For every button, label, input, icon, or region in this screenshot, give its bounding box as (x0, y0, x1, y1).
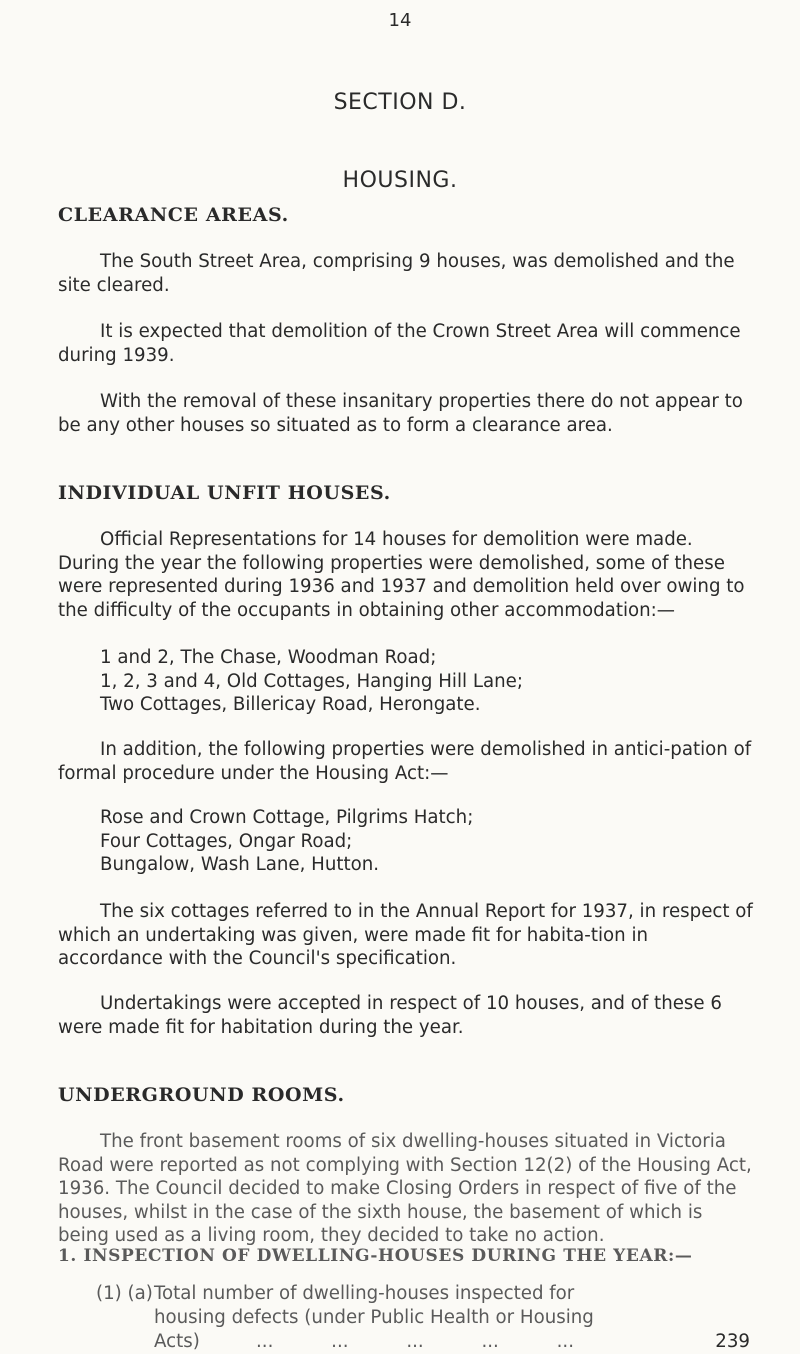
unfit-paragraph-3: The six cottages referred to in the Annual Report for 1937, in respect of which an undertaking was given, were made fit for habita-tion in accordance with the Council's specification. (58, 901, 753, 969)
unfit-paragraph-1: Official Representations for 14 houses for demolition were made. During the year the following properties were demolished, some of these were represented during 1936 and 1937 and demolition held over owing to the difficulty of the occupants in obtaining other accommodation:— (58, 529, 745, 621)
inspection-item-a (96, 1282, 756, 1306)
subject-title: HOUSING. (342, 168, 458, 193)
item-a-leader-dots: ... ... ... ... ... (256, 1331, 574, 1352)
clearance-paragraph-3: With the removal of these insanitary properties there do not appear to be any other houses so situated as to form a clearance area. (58, 391, 743, 436)
inspection-item-a-last (96, 1330, 756, 1354)
demolished-list-1 (100, 646, 523, 717)
section-title: SECTION D. (333, 90, 467, 115)
list-item: Two Cottages, Billericay Road, Herongate. (100, 694, 481, 715)
unfit-paragraph-4: Undertakings were accepted in respect of 10 houses, and of these 6 were made fit for habitation during the year. (58, 993, 722, 1038)
item-a-line-1: Total number of dwelling-houses inspected for (154, 1283, 575, 1304)
list-item: 1 and 2, The Chase, Woodman Road; (100, 647, 437, 668)
clearance-paragraph-2: It is expected that demolition of the Crown Street Area will commence during 1939. (58, 321, 741, 366)
underground-paragraph: The front basement rooms of six dwelling-houses situated in Victoria Road were reported as not complying with Section 12(2) of the Housing Act, 1936. The Council decided to make Closing Orders in respect of five of the houses, whilst in the case of the sixth house, the basement of which is being used as a living room, they decided to take no action. (58, 1131, 752, 1246)
item-a-value: 239 (715, 1331, 750, 1352)
inspection-heading: 1. INSPECTION OF DWELLING-HOUSES DURING THE YEAR:— (58, 1246, 693, 1266)
inspection-item-a-cont (96, 1306, 756, 1330)
list-item: 1, 2, 3 and 4, Old Cottages, Hanging Hill Lane; (100, 670, 523, 692)
item-a-line-3: Acts) (154, 1331, 200, 1352)
list-item: Bungalow, Wash Lane, Hutton. (100, 854, 380, 875)
item-a-label: (1) (a) (96, 1283, 153, 1304)
item-a-line-2: housing defects (under Public Health or Housing (154, 1307, 594, 1328)
clearance-paragraph-1: The South Street Area, comprising 9 houses, was demolished and the site cleared. (58, 251, 735, 296)
page-number: 14 (388, 10, 412, 31)
clearance-heading: CLEARANCE AREAS. (58, 204, 289, 226)
unfit-paragraph-2: In addition, the following properties were demolished in antici-pation of formal procedure under the Housing Act:— (58, 739, 752, 784)
list-item: Four Cottages, Ongar Road; (100, 830, 353, 852)
demolished-list-2 (100, 806, 473, 877)
list-item: Rose and Crown Cottage, Pilgrims Hatch; (100, 807, 474, 828)
unfit-heading: INDIVIDUAL UNFIT HOUSES. (58, 482, 391, 504)
underground-heading: UNDERGROUND ROOMS. (58, 1084, 345, 1106)
